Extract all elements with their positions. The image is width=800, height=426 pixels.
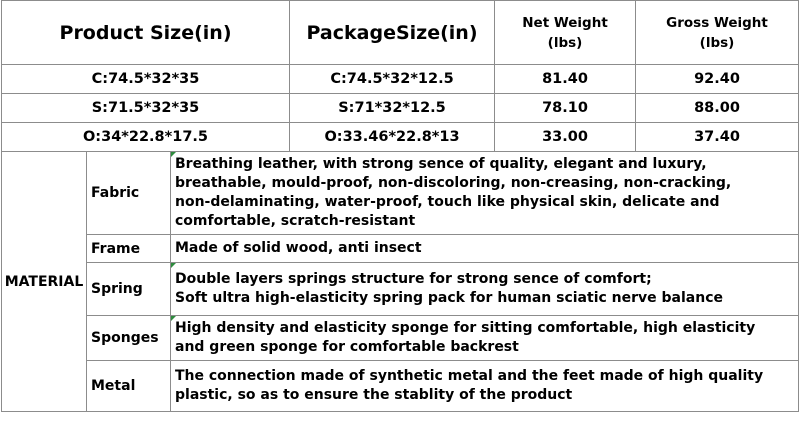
size-row — [2, 123, 799, 152]
gross-weight-cell: 37.40 — [636, 123, 799, 152]
material-desc-fabric-text: Breathing leather, with strong sence of quality, elegant and luxury, breathable, mould-proof, non-discoloring, non-creasing, non-cracking, non-delaminating, water-proof, touch like physical skin, delicate and comfortable, scratch-resistant — [175, 156, 732, 229]
header-gross-weight — [636, 1, 799, 65]
material-desc-frame — [171, 235, 799, 263]
material-name-fabric: Fabric — [87, 152, 171, 235]
header-net-weight-line2: (lbs) — [547, 34, 583, 51]
cell-marker-icon — [171, 316, 176, 321]
package-size-cell: S:71*32*12.5 — [290, 94, 495, 123]
material-desc-spring — [171, 263, 799, 316]
gross-weight-cell: 88.00 — [636, 94, 799, 123]
spec-table — [1, 0, 799, 412]
material-desc-metal-text: The connection made of synthetic metal and the feet made of high quality plastic, so as to ensure the stablity of the product — [175, 368, 764, 403]
material-row-fabric — [2, 152, 799, 235]
product-size-cell: S:71.5*32*35 — [2, 94, 290, 123]
material-desc-sponges-text: High density and elasticity sponge for sitting comfortable, high elasticity and green sponge for comfortable backrest — [175, 320, 756, 355]
product-size-cell: C:74.5*32*35 — [2, 65, 290, 94]
material-label: MATERIAL — [2, 152, 87, 412]
material-row-frame — [2, 235, 799, 263]
size-row — [2, 65, 799, 94]
material-name-frame: Frame — [87, 235, 171, 263]
material-name-spring: Spring — [87, 263, 171, 316]
header-row — [2, 1, 799, 65]
header-gross-weight-line2: (lbs) — [699, 34, 735, 51]
size-row — [2, 94, 799, 123]
package-size-cell: O:33.46*22.8*13 — [290, 123, 495, 152]
material-desc-fabric — [171, 152, 799, 235]
net-weight-cell: 78.10 — [495, 94, 636, 123]
package-size-cell: C:74.5*32*12.5 — [290, 65, 495, 94]
material-row-spring — [2, 263, 799, 316]
material-desc-spring-text: Double layers springs structure for strong sence of comfort; Soft ultra high-elasticity spring pack for human sciatic nerve balance — [175, 271, 724, 306]
gross-weight-cell: 92.40 — [636, 65, 799, 94]
material-desc-metal — [171, 361, 799, 412]
net-weight-cell: 81.40 — [495, 65, 636, 94]
product-size-cell: O:34*22.8*17.5 — [2, 123, 290, 152]
header-net-weight — [495, 1, 636, 65]
material-desc-sponges — [171, 316, 799, 361]
net-weight-cell: 33.00 — [495, 123, 636, 152]
header-package-size: PackageSize(in) — [290, 1, 495, 65]
material-desc-frame-text: Made of solid wood, anti insect — [175, 240, 422, 256]
header-net-weight-line1: Net Weight — [522, 14, 608, 31]
material-row-sponges — [2, 316, 799, 361]
material-name-metal: Metal — [87, 361, 171, 412]
material-row-metal — [2, 361, 799, 412]
cell-marker-icon — [171, 263, 176, 268]
header-product-size: Product Size(in) — [2, 1, 290, 65]
material-name-sponges: Sponges — [87, 316, 171, 361]
header-gross-weight-line1: Gross Weight — [666, 14, 768, 31]
cell-marker-icon — [171, 152, 176, 157]
